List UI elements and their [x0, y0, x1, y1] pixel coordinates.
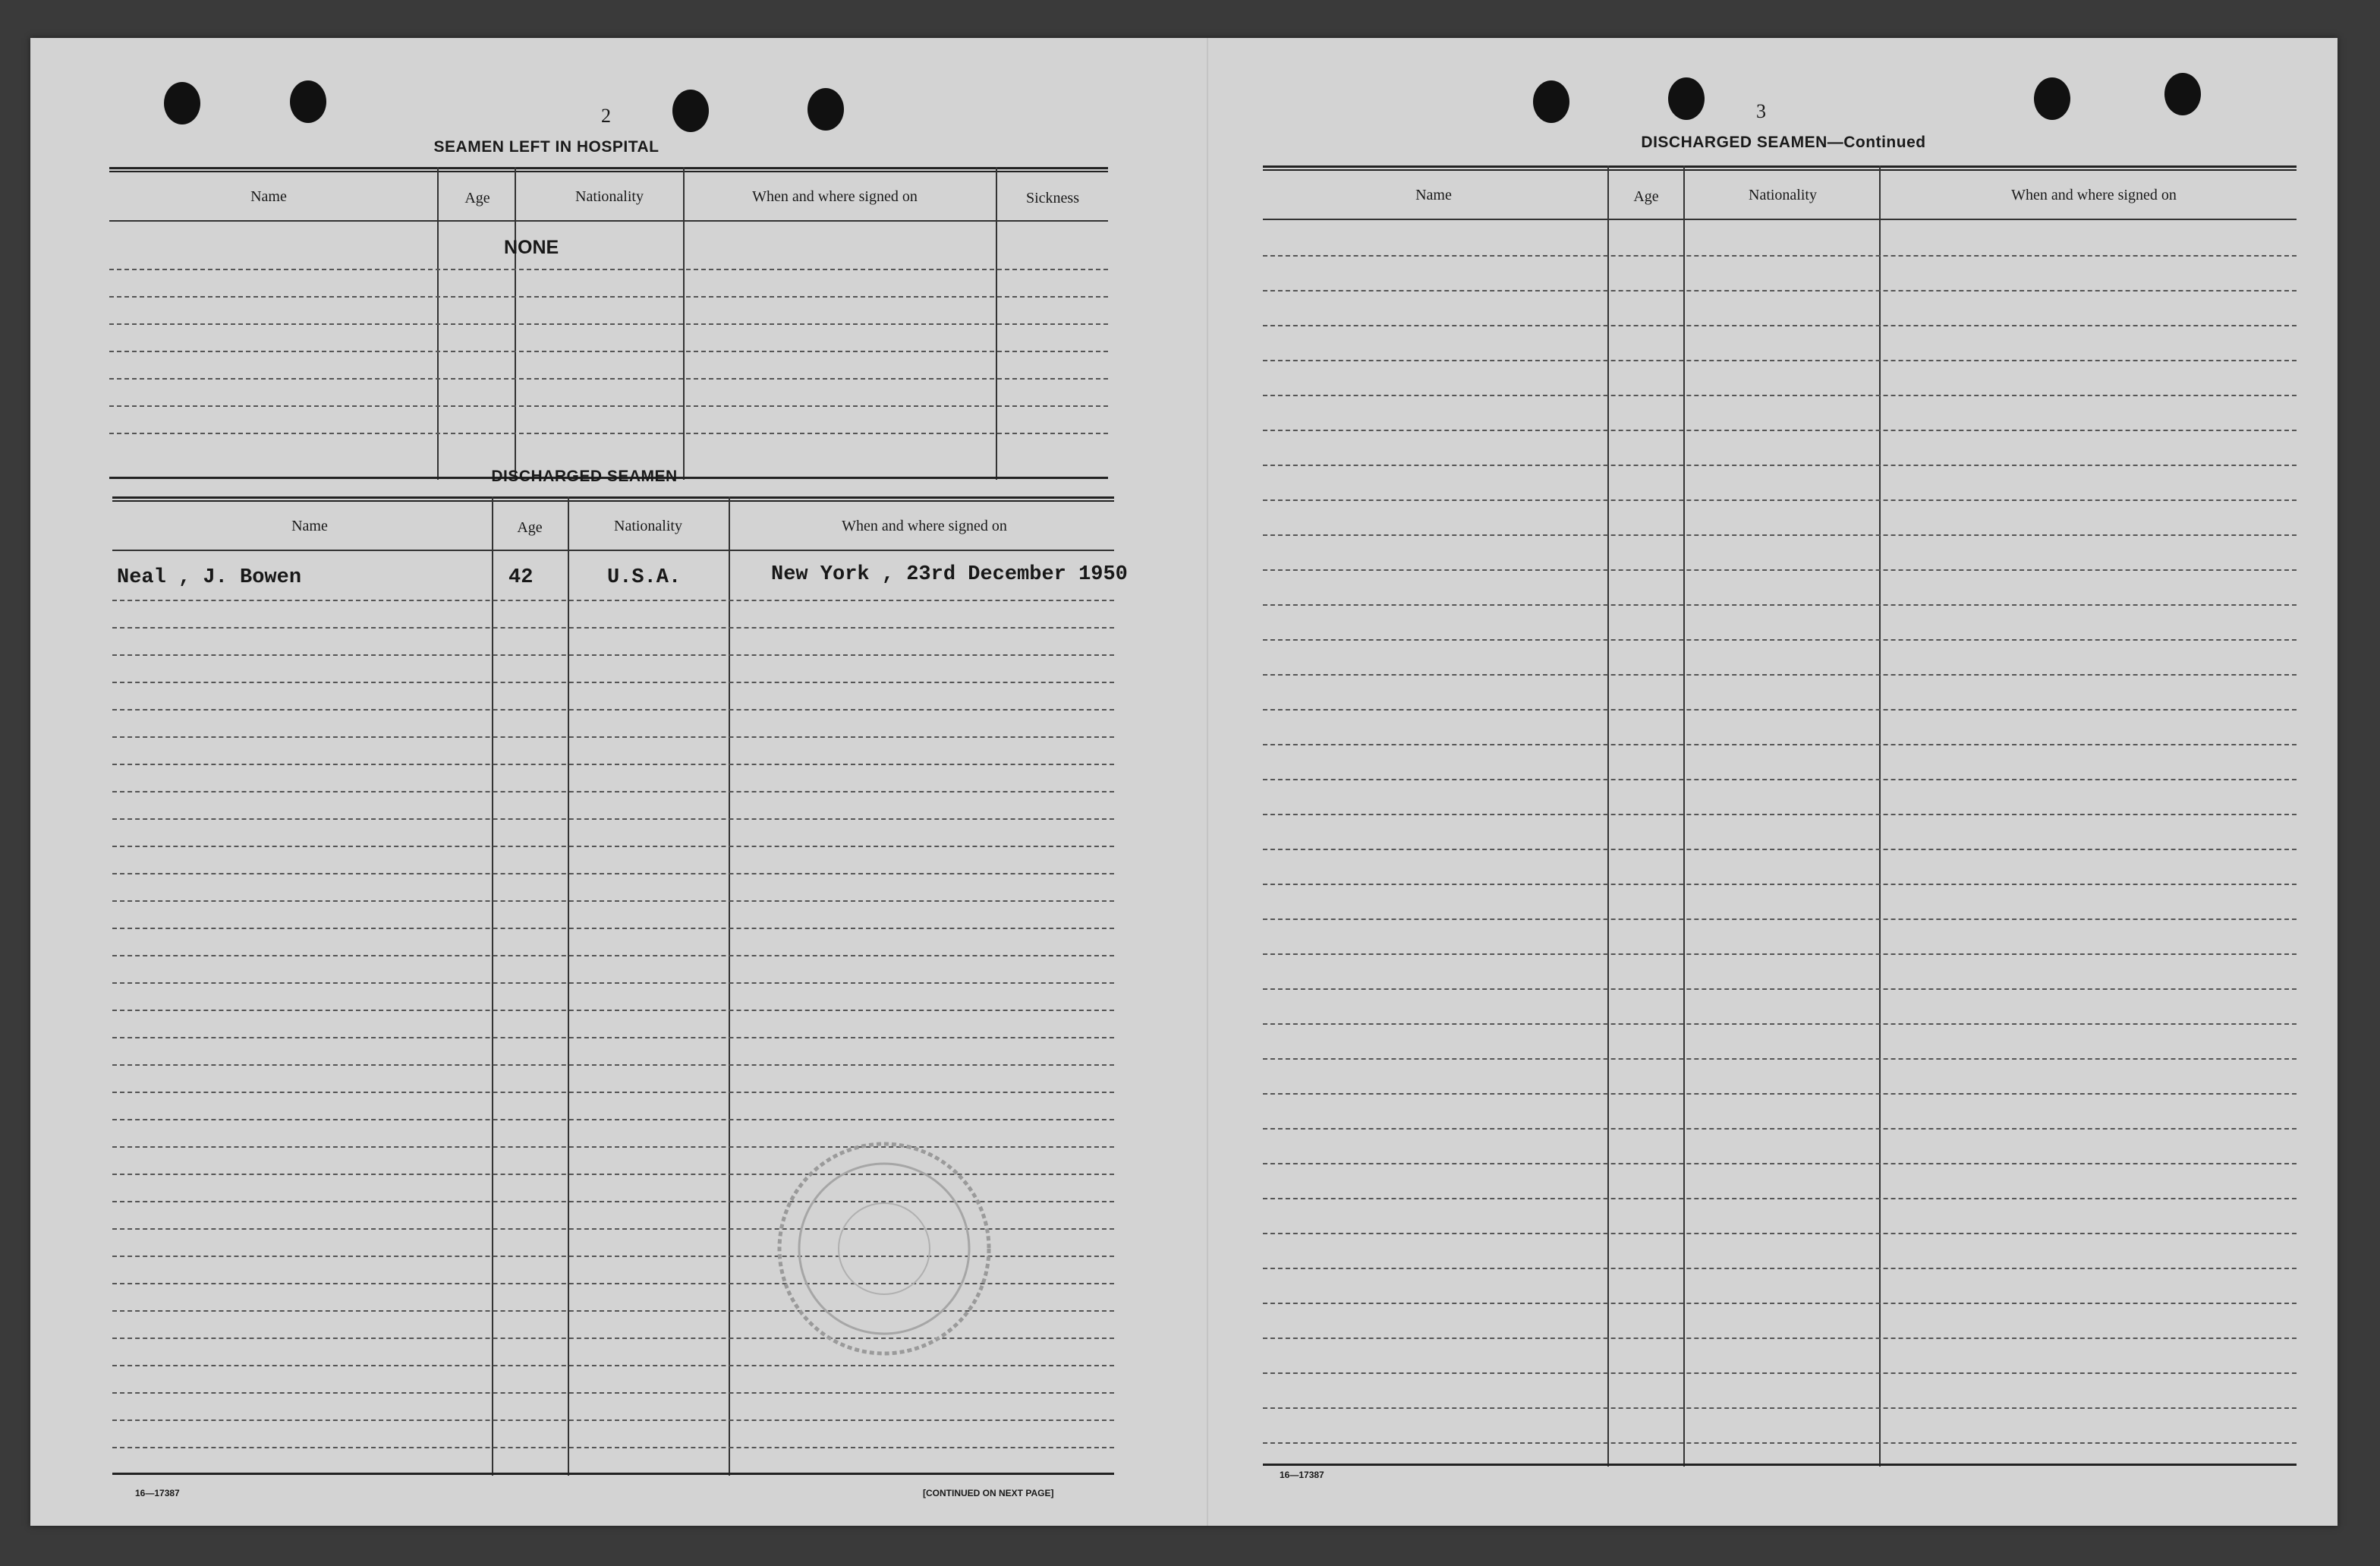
hospital-col-sickness: Sickness [1026, 190, 1079, 206]
continued-section-title [1579, 134, 1988, 152]
hospital-section-title: SEAMEN LEFT IN HOSPITAL [433, 138, 660, 156]
discharged-row-age: 42 [508, 566, 534, 589]
continued-title-main: DISCHARGED SEAMEN [1641, 134, 1828, 151]
discharged-col-name: Name [291, 518, 328, 534]
punch-hole [808, 88, 844, 131]
punch-hole [1533, 80, 1569, 123]
hospital-col-name: Name [250, 188, 287, 205]
page-fold [1207, 38, 1208, 1526]
discharged-row-nationality: U.S.A. [607, 566, 682, 589]
punch-hole [290, 80, 326, 123]
punch-hole [2164, 73, 2201, 115]
left-page-number: 2 [601, 105, 611, 127]
hospital-col-age: Age [464, 190, 490, 206]
continued-col-age: Age [1633, 188, 1659, 205]
discharged-row-signed-on: New York , 23rd December 1950 [771, 563, 1128, 586]
continued-note: [CONTINUED ON NEXT PAGE] [923, 1488, 1054, 1498]
punch-hole [2034, 77, 2070, 120]
continued-title-suffix: —Continued [1827, 134, 1926, 151]
continued-col-name: Name [1415, 187, 1452, 203]
hospital-table [109, 167, 1108, 480]
continued-col-signed-on: When and where signed on [2011, 187, 2177, 203]
discharged-col-age: Age [517, 519, 543, 536]
discharged-col-nationality: Nationality [614, 518, 682, 534]
discharged-row-name: Neal , J. Bowen [117, 566, 302, 589]
hospital-col-nationality: Nationality [575, 188, 644, 205]
faded-stamp [770, 1135, 998, 1363]
discharged-section-title: DISCHARGED SEAMEN [491, 468, 678, 485]
hospital-col-signed-on: When and where signed on [752, 188, 918, 205]
discharged-col-signed-on: When and where signed on [842, 518, 1007, 534]
punch-hole [672, 90, 709, 132]
document-sheet [30, 38, 2338, 1526]
right-form-number: 16—17387 [1280, 1470, 1324, 1480]
punch-hole [164, 82, 200, 124]
right-page-number: 3 [1756, 100, 1766, 122]
punch-hole [1668, 77, 1705, 120]
left-form-number: 16—17387 [135, 1488, 180, 1498]
continued-col-nationality: Nationality [1749, 187, 1817, 203]
hospital-none-entry: NONE [504, 237, 559, 258]
continued-table [1263, 165, 2297, 1471]
